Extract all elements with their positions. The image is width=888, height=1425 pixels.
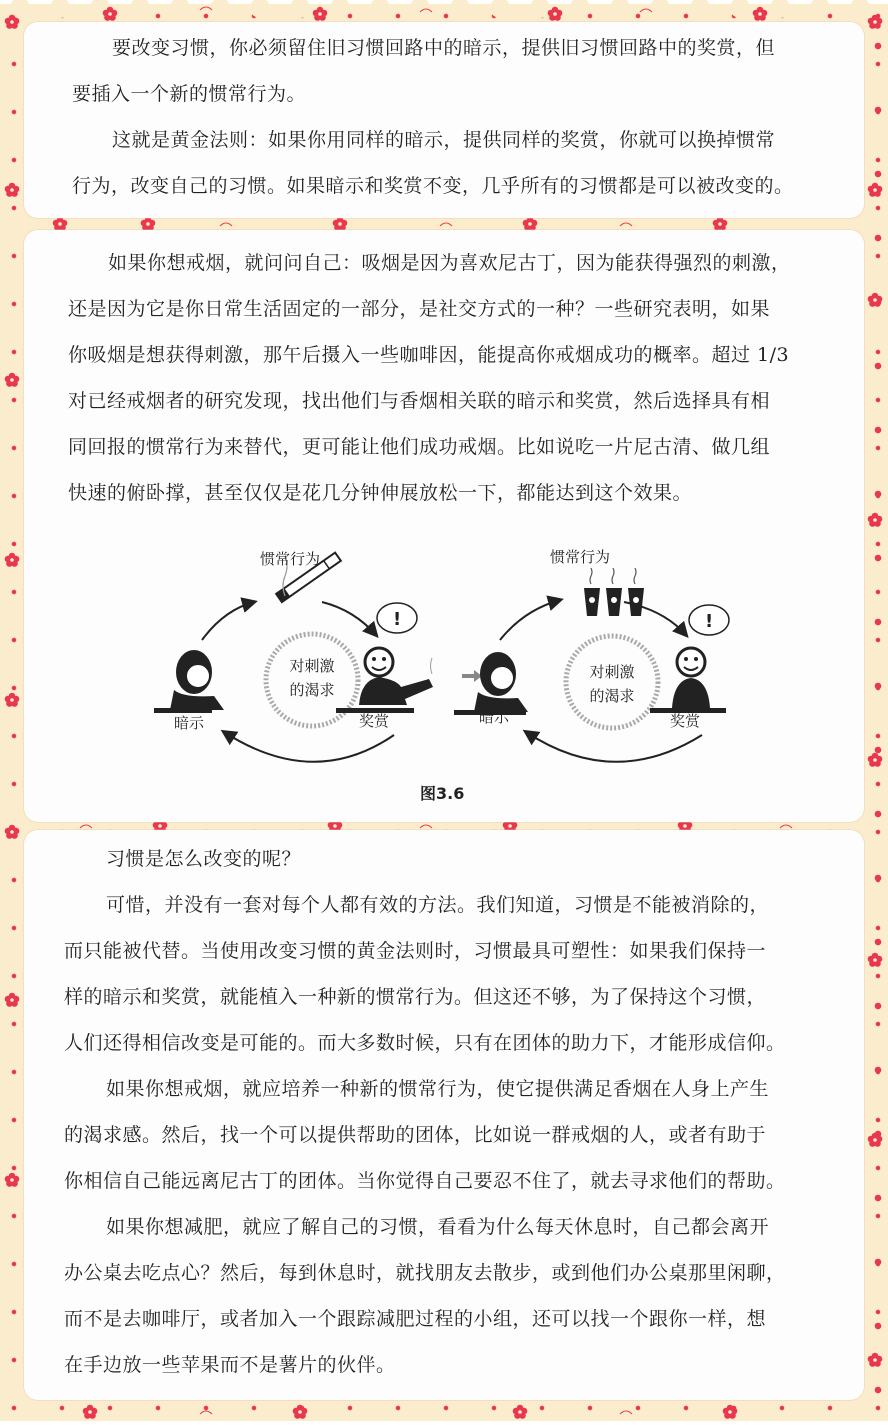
text-line: 人们还得相信改变是可能的。而大多数时候，只有在团体的助力下，才能形成信仰。 xyxy=(64,1032,786,1054)
text-line: 如果你想戒烟，就应培养一种新的惯常行为，使它提供满足香烟在人身上产生 xyxy=(106,1078,770,1100)
text-line: 快速的俯卧撑，甚至仅仅是花几分钟伸展放松一下，都能达到这个效果。 xyxy=(68,482,693,504)
text-line: 对已经戒烟者的研究发现，找出他们与香烟相关联的暗示和奖赏，然后选择具有相 xyxy=(68,390,771,412)
text-line: 在手边放一些苹果而不是薯片的伙伴。 xyxy=(64,1354,396,1376)
text-line: 要改变习惯，你必须留住旧习惯回路中的暗示，提供旧习惯回路中的奖赏，但 xyxy=(112,37,776,59)
text-line: 这就是黄金法则：如果你用同样的暗示，提供同样的奖赏，你就可以换掉惯常 xyxy=(112,129,776,151)
text-line: 同回报的惯常行为来替代，更可能让他们成功戒烟。比如说吃一片尼古清、做几组 xyxy=(68,436,771,458)
text-line: 行为，改变自己的习惯。如果暗示和奖赏不变，几乎所有的习惯都是可以被改变的。 xyxy=(72,175,794,197)
text-line: 而不是去咖啡厅，或者加入一个跟踪减肥过程的小组，还可以找一个跟你一样，想 xyxy=(64,1308,767,1330)
text-line: 可惜，并没有一套对每个人都有效的方法。我们知道，习惯是不能被消除的， xyxy=(106,894,770,916)
text-line: 而只能被代替。当使用改变习惯的黄金法则时，习惯最具可塑性：如果我们保持一 xyxy=(64,940,767,962)
paragraph-quit-smoking xyxy=(68,240,791,516)
text-line: 办公桌去吃点心？然后，每到休息时，就找朋友去散步，或到他们办公桌那里闲聊， xyxy=(64,1262,786,1284)
svg-text:!: ! xyxy=(393,609,402,630)
text-line: 的渴求感。然后，找一个可以提供帮助的团体，比如说一群戒烟的人，或者有助于 xyxy=(64,1124,767,1146)
text-line: 样的暗示和奖赏，就能植入一种新的惯常行为。但这还不够，为了保持这个习惯， xyxy=(64,986,767,1008)
cue-person-icon xyxy=(154,650,224,713)
thought-bubble-icon xyxy=(377,603,417,633)
text-panel-2 xyxy=(24,230,864,822)
svg-text:!: ! xyxy=(705,611,714,632)
routine-label: 惯常行为 xyxy=(260,550,321,568)
text-line: 还是因为它是你日常生活固定的一部分，是社交方式的一种？一些研究表明，如果 xyxy=(68,298,771,320)
text-line: 要插入一个新的惯常行为。 xyxy=(72,83,307,105)
text-line: 你相信自己能远离尼古丁的团体。当你觉得自己要忍不住了，就去寻求他们的帮助。 xyxy=(64,1170,786,1192)
paragraph-golden-rule xyxy=(72,117,794,209)
craving-label: 对刺激 的渴求 xyxy=(289,657,335,699)
text-line: 如果你想减肥，就应了解自己的习惯，看看为什么每天休息时，自己都会离开 xyxy=(106,1216,770,1238)
coffee-cups-icon xyxy=(584,568,644,616)
craving-label: 对刺激 的渴求 xyxy=(589,663,635,705)
text-line: 习惯是怎么改变的呢？ xyxy=(106,848,302,870)
cue-label: 暗示 xyxy=(479,708,510,726)
figure-caption: 图3.6 xyxy=(420,784,465,803)
paragraph-golden-rule-intro xyxy=(72,25,776,117)
routine-label: 惯常行为 xyxy=(550,548,611,566)
thought-bubble-icon xyxy=(689,605,729,635)
text-line: 你吸烟是想获得刺激，那午后摄入一些咖啡因，能提高你戒烟成功的概率。超过 1/3 xyxy=(68,344,790,366)
text-panel-3 xyxy=(24,830,864,1400)
text-panel-1 xyxy=(24,22,864,218)
habit-loop-diagram xyxy=(154,540,754,780)
reward-label: 奖赏 xyxy=(359,712,390,730)
habit-loop-figure xyxy=(154,540,754,780)
transition-arrow-icon xyxy=(462,670,482,682)
reward-label: 奖赏 xyxy=(670,712,701,730)
reward-person-icon xyxy=(650,648,726,713)
text-line: 如果你想戒烟，就问问自己：吸烟是因为喜欢尼古丁，因为能获得强烈的刺激， xyxy=(108,252,791,274)
cue-label: 暗示 xyxy=(174,714,205,732)
paragraph-how-habits-change xyxy=(64,836,786,1388)
